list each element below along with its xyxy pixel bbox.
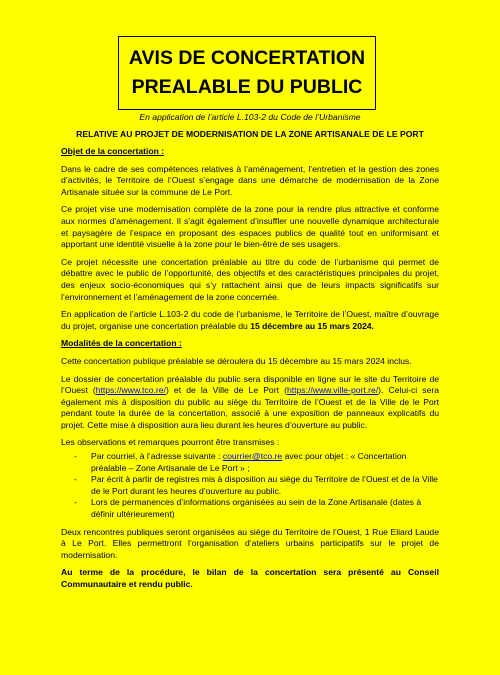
paragraph: Dans le cadre de ses compétences relatives à l’aménagement, l’entretien et la gestion des zones d’activités, le Territoire de l’Ouest s’engage dans une démarche de modernisation de la Zone Artisanale située sur la commune de Le Port. — [61, 163, 439, 197]
list-item — [61, 474, 439, 497]
list-item-text: Lors de permanences d’informations organisées au sein de la Zone Artisanale (dates à définir ultérieurement) — [91, 497, 422, 520]
paragraph-text: En application de l’article L.103-2 du code de l’urbanisme, le Territoire de l’Ouest, maître d’ouvrage du projet, organise une concertation préalable du — [61, 309, 439, 331]
paragraph — [61, 374, 439, 432]
bullet-dash: - — [74, 497, 77, 508]
paragraph: Ce projet vise une modernisation complète de la zone pour la rendre plus attractive et conforme aux normes d’aménagement. Il s’agit également d’insuffler une nouvelle dynamique architecturale et paysagère de l’espace en proposant des espaces publics de qualité tout en uniformisant et apportant une identité visuelle à la zone pour le bien-être de ses usagers. — [61, 204, 439, 250]
ville-port-link[interactable]: https://www.ville-port.re/ — [286, 385, 379, 396]
submission-methods-list — [61, 451, 439, 521]
list-item-text: Par écrit à partir de registres mis à disposition au siège du Territoire de l’Ouest et de la Ville de le Port durant les heures d’ouverture au public. — [91, 474, 438, 496]
section-title-object: Objet de la concertation : — [61, 146, 165, 156]
paragraph: Deux rencontres publiques seront organisées au siège du Territoire de l’Ouest, 1 Rue Eliard Laude à Le Port. Elles permettront l’organisation d’ateliers urbains participatifs sur le projet de modernisation. — [61, 526, 439, 560]
concertation-dates: 15 décembre au 15 mars 2024. — [250, 320, 374, 331]
project-heading: RELATIVE AU PROJET DE MODERNISATION DE LA ZONE ARTISANALE DE LE PORT — [76, 129, 424, 139]
title-box — [118, 36, 376, 110]
list-item-text: Par courriel, à l’adresse suivante : — [91, 451, 223, 462]
paragraph: Les observations et remarques pourront être transmises : — [61, 437, 280, 448]
paragraph: Ce projet nécessite une concertation préalable au titre du code de l’urbanisme qui permet de débattre avec le public de l’opportunité, des objectifs et des caractéristiques principales du projet, des enjeux socio-économiques qui s’y rattachent ainsi que de leurs impacts significatifs sur l’environnement et l’aménagement de la zone concernée. — [61, 256, 439, 302]
list-item-text: avec pour objet : « Concertation préalable – Zone Artisanale de Le Port » ; — [91, 451, 407, 473]
closing-statement: Au terme de la procédure, le bilan de la concertation sera présenté au Conseil Communautaire et rendu public. — [61, 567, 439, 589]
paragraph-text: ) et de la Ville de Le Port ( — [165, 385, 287, 396]
list-item — [61, 451, 439, 474]
title-line-2: PREALABLE DU PUBLIC — [131, 76, 363, 98]
list-item — [61, 497, 439, 520]
notice-body — [61, 146, 439, 591]
subtitle: En application de l’article L.103-2 du Code de l’Urbanisme — [139, 112, 361, 122]
bullet-dash: - — [74, 451, 77, 462]
title-line-1: AVIS DE CONCERTATION — [128, 47, 366, 69]
paragraph: Cette concertation publique préalable se déroulera du 15 décembre au 15 mars 2024 inclus. — [61, 355, 412, 366]
section-title-modalities: Modalités de la concertation : — [61, 338, 182, 349]
paragraph-text: ). Celui-ci sera également mis à disposition du public au siège du Territoire de l’Ouest et de la Ville de le Port pendant toute la durée de la concertation, associé à une exposition de panneaux explicatifs du projet. Cette mise à disposition aura lieu durant les heures d’ouverture au public. — [61, 385, 440, 430]
tco-link[interactable]: https://www.tco.re/ — [95, 385, 166, 396]
paragraph-text: Le dossier de concertation préalable du public sera disponible en ligne sur le site du Territoire de l’Ouest ( — [61, 373, 439, 396]
paragraph — [61, 309, 439, 332]
bullet-dash: - — [74, 474, 77, 485]
email-link[interactable]: courrier@tco.re — [222, 451, 283, 462]
